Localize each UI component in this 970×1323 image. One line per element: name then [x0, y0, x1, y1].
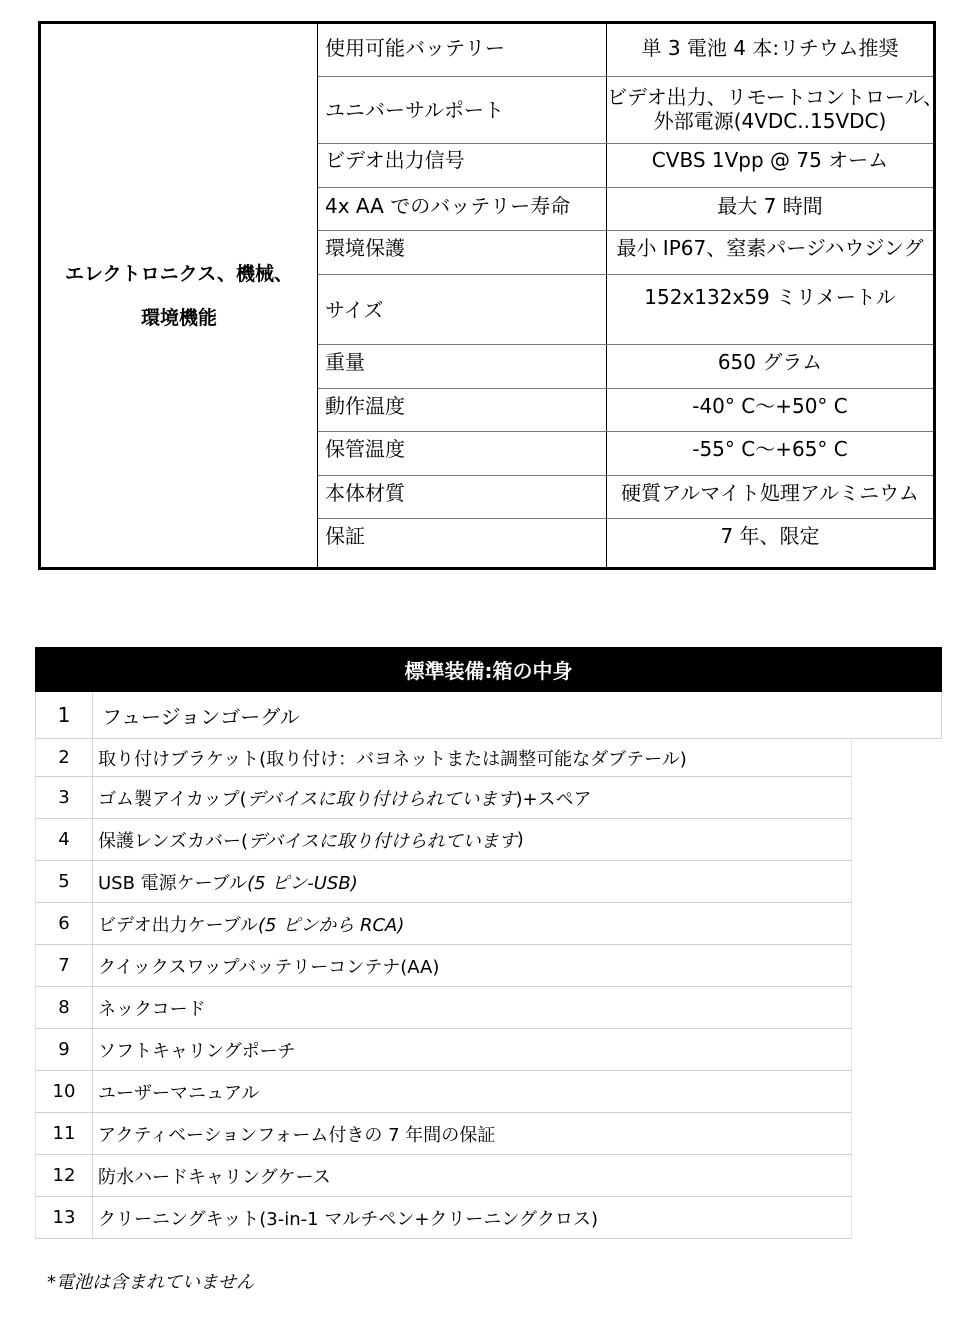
spec-value: 最大 7 時間 [717, 194, 823, 218]
spec-value-line-2: 外部電源(4VDC..15VDC) [653, 109, 887, 133]
item-number: 6 [36, 903, 93, 944]
item-text-note: (5 ピンから RCA) [258, 914, 405, 936]
list-item [35, 903, 852, 945]
list-item [35, 777, 852, 819]
list-item [35, 1029, 852, 1071]
item-text: 取り付けブラケット(取り付け：バヨネットまたは調整可能なダブテール) [98, 748, 687, 770]
item-text: 防水ハードキャリングケース [98, 1166, 331, 1188]
category-line-1: エレクトロニクス、機械、 [64, 262, 293, 285]
item-text-main: USB 電源ケーブル [98, 872, 248, 894]
item-number: 11 [36, 1113, 93, 1154]
item-number: 5 [36, 861, 93, 902]
box-contents-header: 標準装備:箱の中身 [35, 647, 942, 692]
spec-value: -55° C～+65° C [692, 437, 848, 461]
item-number: 9 [36, 1029, 93, 1070]
item-text: クイックスワップバッテリーコンテナ(AA) [98, 956, 440, 978]
spec-value-line-1: ビデオ出力、リモートコントロール、 [607, 85, 943, 109]
spec-row-size [318, 275, 933, 345]
item-number: 2 [36, 739, 93, 776]
list-item [35, 1155, 852, 1197]
list-item [35, 739, 852, 777]
spec-row-battery [318, 24, 933, 77]
item-number: 4 [36, 819, 93, 860]
spec-row-weight [318, 345, 933, 389]
item-text-note: デバイスに取り付けられています [246, 788, 516, 810]
spec-row-material [318, 476, 933, 519]
spec-label: ユニバーサルポート [318, 77, 607, 143]
spec-row-port [318, 77, 943, 144]
spec-label: 保管温度 [318, 432, 607, 475]
spec-value: 7 年、限定 [720, 524, 820, 548]
list-item [35, 1113, 852, 1155]
item-text: ユーザーマニュアル [98, 1082, 260, 1104]
item-number: 7 [36, 945, 93, 986]
spec-value: -40° C～+50° C [692, 394, 848, 418]
item-text-main: ゴム製アイカップ( [98, 788, 247, 810]
spec-label: サイズ [318, 275, 607, 344]
list-item [35, 861, 852, 903]
spec-label: 動作温度 [318, 389, 607, 431]
item-text: アクティベーションフォーム付きの 7 年間の保証 [98, 1124, 496, 1146]
spec-label: 保証 [318, 519, 607, 567]
item-text-note: デバイスに取り付けられています [248, 830, 517, 852]
item-number: 10 [36, 1071, 93, 1112]
list-item [35, 945, 852, 987]
item-text-note: (5 ピン-USB) [247, 872, 358, 894]
item-text-main: 保護レンズカバー( [98, 830, 249, 852]
spec-value: 152x132x59 ミリメートル [644, 285, 896, 309]
spec-label: 環境保護 [318, 231, 607, 274]
item-text: フュージョンゴーグル [102, 704, 300, 729]
item-number: 12 [36, 1155, 93, 1196]
list-item [35, 1071, 852, 1113]
spec-label: 4x AA でのバッテリー寿命 [318, 188, 607, 230]
spec-value: 最小 IP67、窒素パージハウジング [616, 236, 924, 260]
battery-footnote: *電池は含まれていません [47, 1272, 254, 1293]
spec-row-protection [318, 231, 933, 275]
category-cell [41, 24, 318, 567]
item-text-tail: )+スペア [515, 788, 592, 810]
item-text [98, 903, 847, 944]
spec-value: CVBS 1Vpp @ 75 オーム [651, 148, 889, 172]
item-number: 8 [36, 987, 93, 1028]
spec-label: ビデオ出力信号 [318, 144, 607, 187]
item-text: ソフトキャリングポーチ [98, 1040, 296, 1062]
spec-label: 使用可能バッテリー [318, 24, 607, 76]
list-item [35, 987, 852, 1029]
item-text [98, 819, 847, 860]
spec-row-operating-temp [318, 389, 933, 432]
item-text [98, 777, 847, 818]
spec-row-battery-life [318, 188, 933, 231]
item-text: ネックコード [98, 998, 206, 1020]
spec-row-video [318, 144, 933, 188]
spec-value: 単 3 電池 4 本:リチウム推奨 [641, 36, 899, 60]
list-item [35, 819, 852, 861]
spec-label: 重量 [318, 345, 607, 388]
spec-label: 本体材質 [318, 476, 607, 518]
item-text [98, 861, 847, 902]
spec-value [607, 77, 943, 143]
item-number: 1 [36, 692, 93, 738]
item-text: クリーニングキット(3-in-1 マルチペン+クリーニングクロス) [98, 1208, 599, 1230]
spec-row-warranty [318, 519, 933, 567]
item-number: 3 [36, 777, 93, 818]
item-number: 13 [36, 1197, 93, 1238]
item-text-tail: ) [516, 829, 524, 850]
category-line-2: 環境機能 [140, 306, 217, 329]
list-item [35, 692, 942, 739]
item-text-main: ビデオ出力ケーブル [98, 914, 259, 936]
spec-table [38, 21, 943, 570]
list-item [35, 1197, 852, 1239]
spec-row-storage-temp [318, 432, 933, 476]
spec-value: 硬質アルマイト処理アルミニウム [621, 481, 919, 505]
spec-value: 650 グラム [717, 350, 823, 374]
